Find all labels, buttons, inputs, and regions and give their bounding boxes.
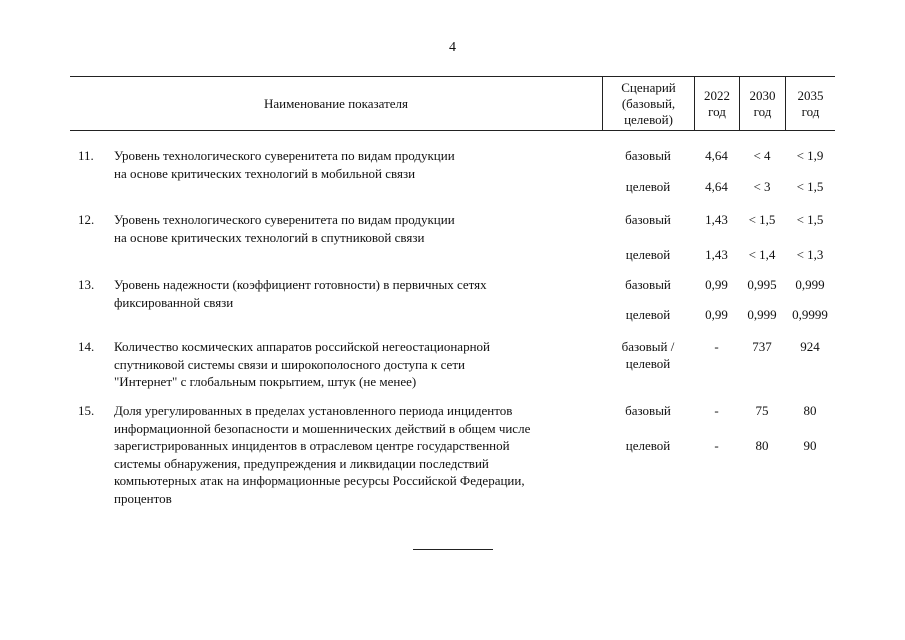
indicator-name-line: на основе критических технологий в спутниковой связи (114, 229, 425, 245)
value-2022: 4,64 (705, 179, 728, 194)
row-number: 15. (78, 403, 95, 418)
indicator-name-line: системы обнаружения, предупреждения и ликвидации последствий (114, 455, 489, 471)
value-2030: 737 (752, 339, 772, 354)
value-2030: < 4 (753, 148, 771, 163)
header-year-2030 (739, 77, 785, 130)
value-2022: - (714, 339, 719, 354)
indicator-name-line: Уровень технологического суверенитета по видам продукции (114, 212, 455, 227)
scenario-label: базовый (625, 277, 671, 292)
header-year: 2035 (797, 87, 824, 103)
value-2022: 0,99 (705, 277, 728, 292)
header-scenario-line: Сценарий (621, 79, 676, 95)
indicator-name-line: фиксированной связи (114, 294, 234, 310)
header-year: 2022 (704, 87, 730, 103)
scenario-row (70, 246, 835, 264)
scenario-row (70, 276, 835, 294)
footer-divider (413, 549, 493, 550)
indicator-name-line: спутниковой системы связи и широкополосного доступа к сети (114, 356, 465, 372)
scenario-row-continuation (70, 355, 835, 373)
header-scenario-line: целевой) (624, 111, 673, 127)
scenario-label: целевой (625, 179, 671, 194)
header-year: 2030 (749, 87, 776, 103)
scenario-label: базовый (625, 148, 671, 163)
header-year-unit: год (708, 103, 726, 119)
value-2022: 4,64 (705, 148, 728, 163)
header-year-2035 (785, 77, 835, 130)
header-year-unit: год (801, 103, 820, 119)
scenario-row (70, 338, 835, 356)
scenario-row (70, 211, 835, 229)
value-2022: - (714, 438, 719, 453)
indicator-name-line: на основе критических технологий в мобильной связи (114, 165, 416, 181)
scenario-row (70, 178, 835, 196)
row-number: 12. (78, 212, 95, 227)
scenario-label: целевой (625, 247, 671, 262)
value-2030: 75 (755, 403, 769, 418)
value-2035: < 1,3 (796, 247, 824, 262)
scenario-row (70, 402, 835, 420)
value-2035: 924 (800, 339, 820, 354)
value-2022: 1,43 (705, 212, 728, 227)
indicator-name-line: Уровень надежности (коэффициент готовности) в первичных сетях (114, 277, 487, 292)
header-scenario (602, 77, 694, 130)
table-header (70, 76, 835, 131)
indicator-name-line: информационной безопасности и мошеннических действий в общем числе (114, 420, 531, 436)
value-2030: 80 (755, 438, 769, 453)
scenario-label: целевой (625, 438, 671, 453)
indicator-name-line: Количество космических аппаратов российской негеостационарной (114, 339, 490, 354)
value-2030: < 1,4 (748, 247, 776, 262)
header-year-unit: год (753, 103, 772, 119)
scenario-row (70, 437, 835, 455)
value-2035: 0,999 (795, 277, 825, 292)
indicator-name-line: процентов (114, 490, 172, 506)
indicator-name-line: зарегистрированных инцидентов в отраслевом центре государственной (114, 438, 510, 453)
scenario-label: базовый (625, 403, 671, 418)
row-number: 14. (78, 339, 95, 354)
scenario-row (70, 306, 835, 324)
indicator-name-line: "Интернет" с глобальным покрытием, штук (не менее) (114, 374, 417, 389)
value-2030: 0,999 (747, 307, 777, 322)
value-2035: 90 (803, 438, 817, 453)
scenario-label: базовый / (621, 339, 675, 354)
value-2035: 80 (803, 403, 817, 418)
value-2035: < 1,5 (796, 179, 824, 194)
page-number: 4 (449, 40, 456, 55)
row-number: 13. (78, 277, 95, 292)
scenario-row (70, 147, 835, 165)
value-2022: 0,99 (705, 307, 728, 322)
indicator-table (70, 76, 835, 506)
scenario-label: целевой (625, 356, 671, 371)
value-2035: < 1,9 (796, 148, 824, 163)
value-2035: < 1,5 (796, 212, 824, 227)
indicator-name-line: Доля урегулированных в пределах установленного периода инцидентов (114, 403, 513, 418)
value-2022: - (714, 403, 719, 418)
value-2030: < 3 (753, 179, 771, 194)
value-2035: 0,9999 (792, 307, 828, 322)
header-scenario-line: (базовый, (621, 95, 676, 111)
row-number: 11. (78, 148, 94, 163)
scenario-label: базовый (625, 212, 671, 227)
indicator-name-line: компьютерных атак на информационные ресурсы Российской Федерации, (114, 473, 525, 488)
indicator-name-line: Уровень технологического суверенитета по видам продукции (114, 148, 455, 163)
value-2030: 0,995 (747, 277, 777, 292)
value-2022: 1,43 (705, 247, 728, 262)
scenario-label: целевой (625, 307, 671, 322)
header-year-2022 (694, 77, 739, 130)
value-2030: < 1,5 (748, 212, 776, 227)
header-indicator-name: Наименование показателя (263, 95, 409, 111)
